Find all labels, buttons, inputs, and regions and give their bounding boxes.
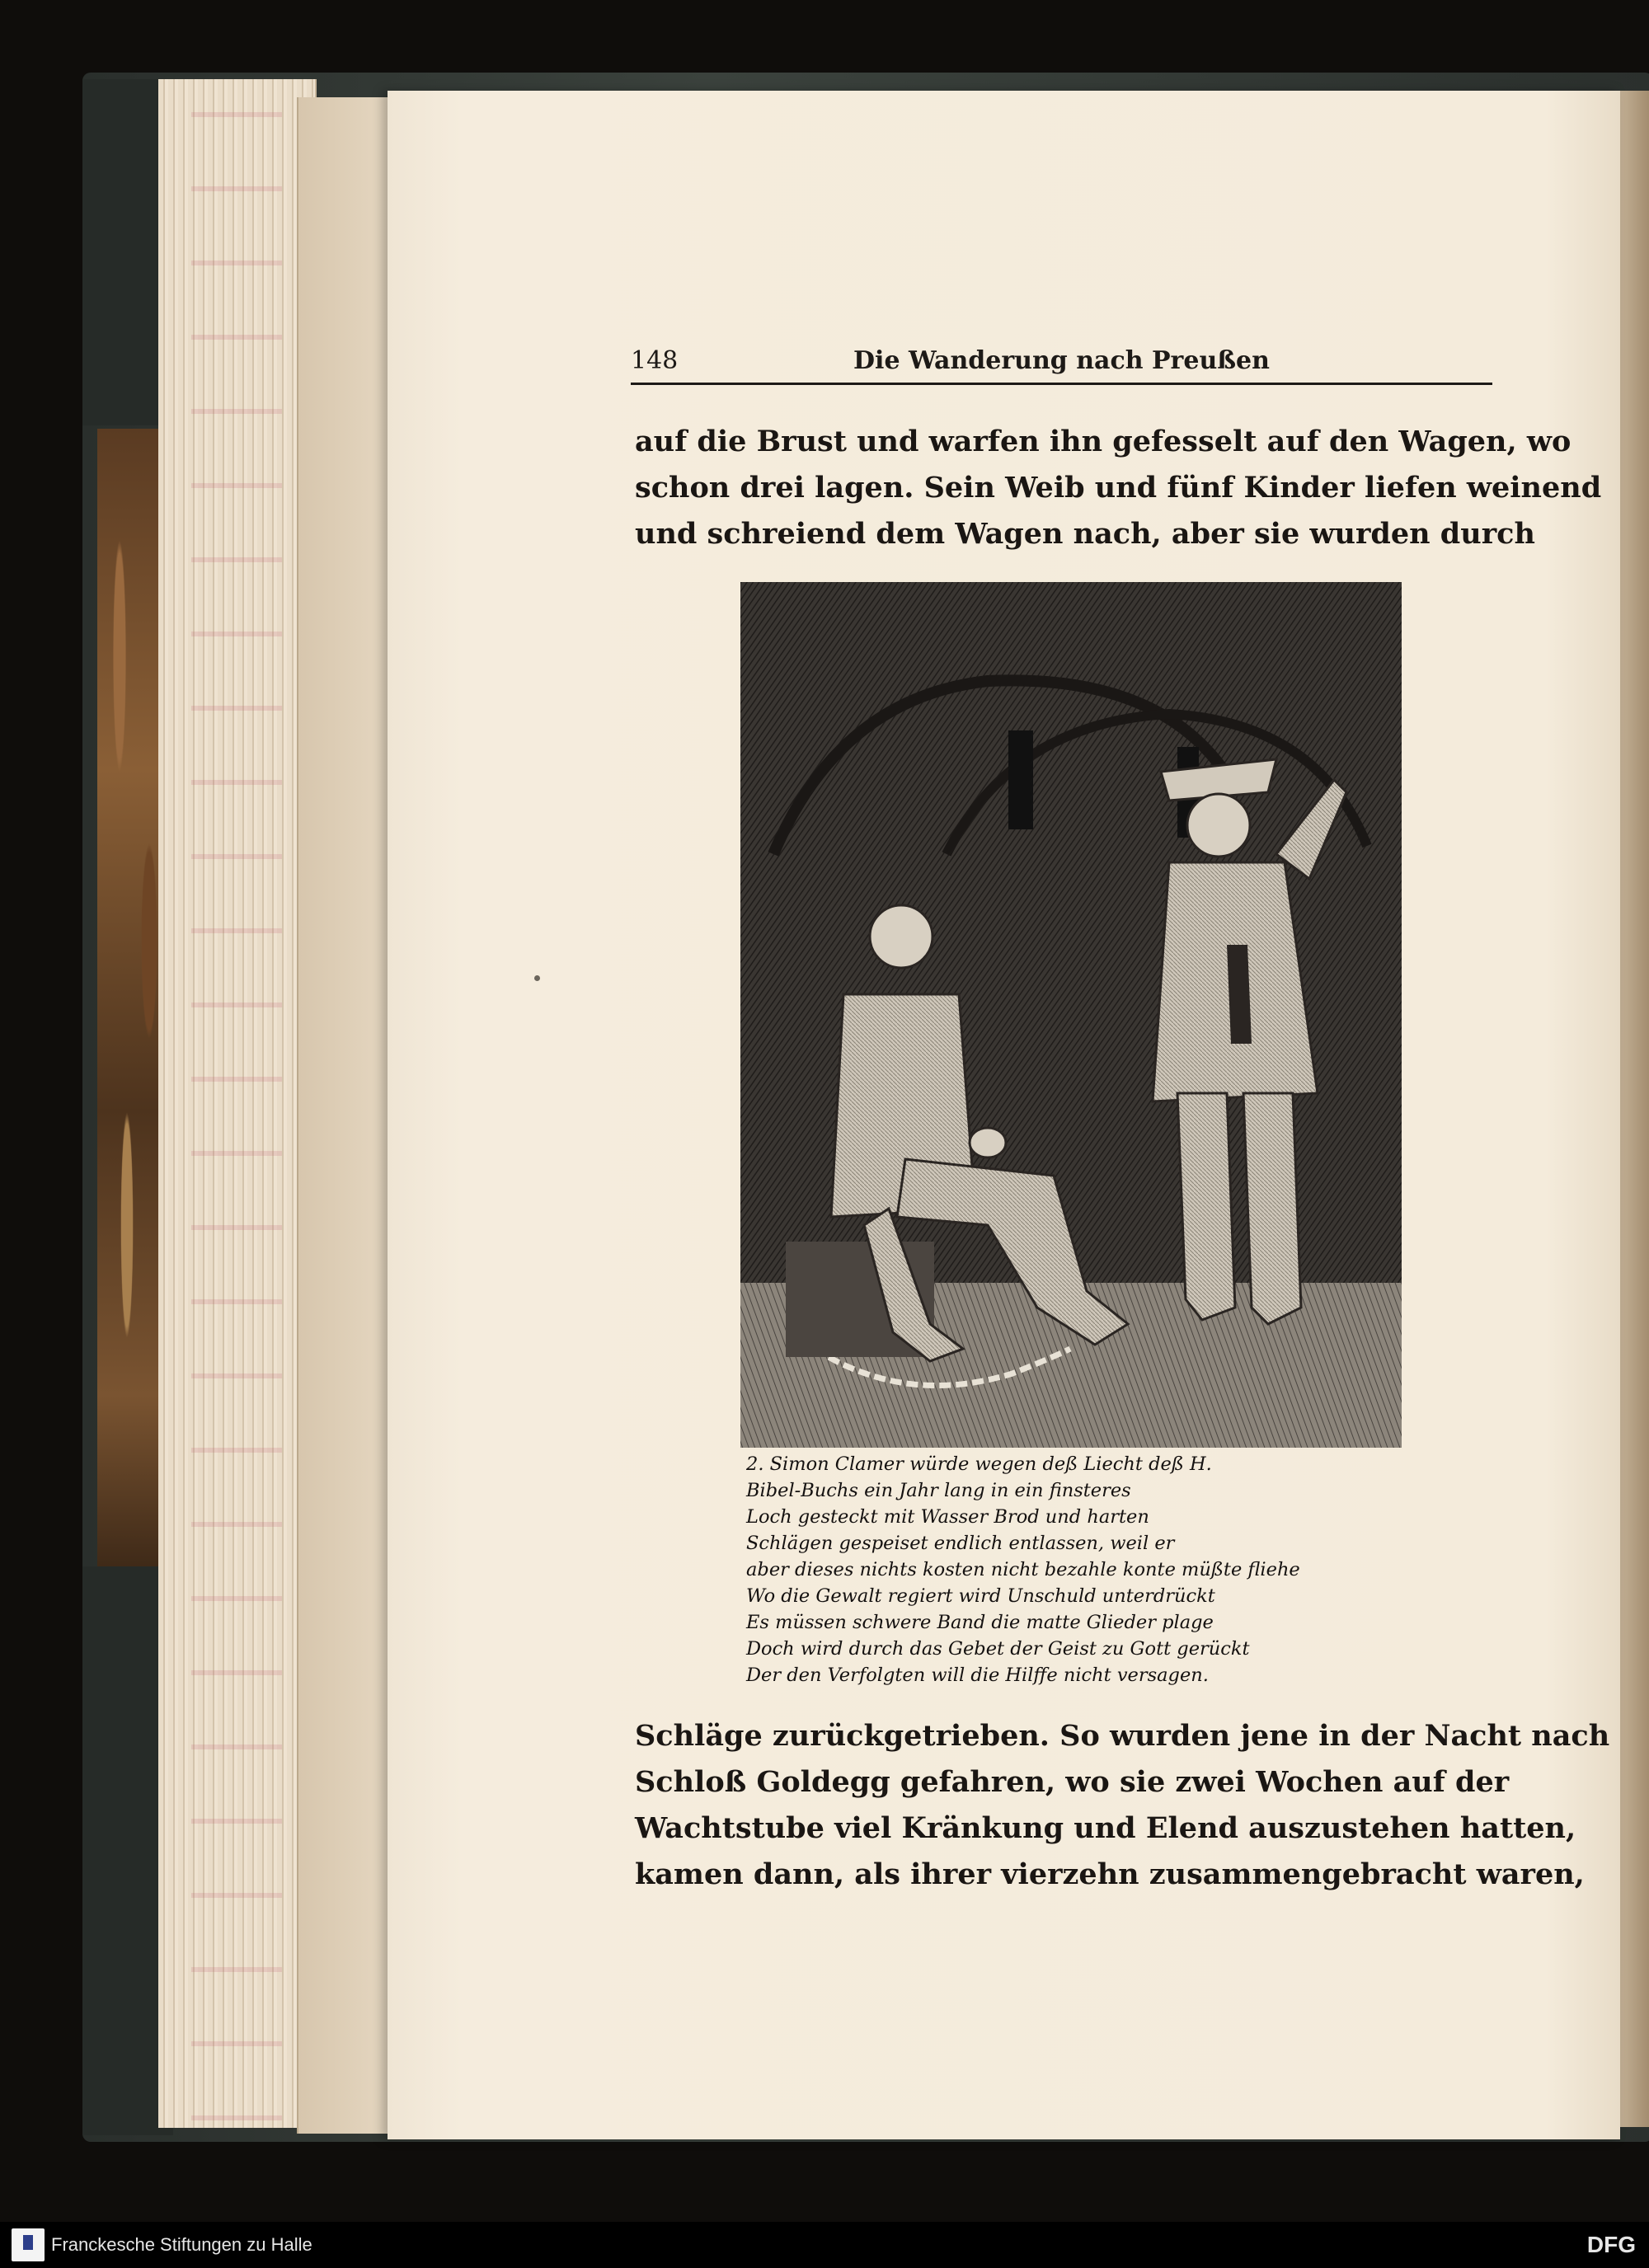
underlying-page: [297, 97, 397, 2134]
running-head: [631, 346, 1492, 385]
key-ring: [1227, 945, 1252, 1044]
engraving-illustration: [740, 582, 1402, 1448]
institution-logo-icon: [12, 2228, 45, 2261]
engraving-drawing: [740, 582, 1402, 1448]
text-line: kamen dann, als ihrer vierzehn zusammengebracht waren,: [635, 1857, 1585, 1891]
text-line: Schläge zurückgetrieben. So wurden jene in der Nacht nach: [635, 1719, 1610, 1753]
caption-line: Es müssen schwere Band die matte Glieder plage: [746, 1612, 1214, 1633]
caption-line: aber dieses nichts kosten nicht bezahle konte müßte fliehe: [746, 1559, 1300, 1580]
body-text-bottom: [635, 1713, 1610, 1898]
caption-line: Der den Verfolgten will die Hilffe nicht versagen.: [746, 1665, 1209, 1686]
text-line: schon drei lagen. Sein Weib und fünf Kinder liefen weinend: [635, 471, 1602, 505]
caption-line: 2. Simon Clamer würde wegen deß Liecht deß H.: [746, 1453, 1212, 1475]
text-line: Wachtstube viel Kränkung und Elend auszustehen hatten,: [635, 1811, 1576, 1845]
page-edges: [158, 79, 317, 2128]
viewer-footer: [0, 2222, 1649, 2268]
page-mark: [534, 975, 540, 981]
body-text-top: [635, 419, 1602, 557]
footer-source: Franckesche Stiftungen zu Halle: [51, 2234, 312, 2255]
text-line: auf die Brust und warfen ihn gefesselt auf den Wagen, wo: [635, 425, 1571, 458]
caption-line: Loch gesteckt mit Wasser Brod und harten: [746, 1506, 1149, 1528]
dfg-logo: DFG: [1586, 2232, 1636, 2257]
illustration-caption: [746, 1451, 1406, 1688]
caption-line: Wo die Gewalt regiert wird Unschuld unterdrückt: [746, 1585, 1215, 1607]
caption-line: Bibel-Buchs ein Jahr lang in ein finsteres: [746, 1480, 1131, 1501]
caption-line: Schlägen gespeiset endlich entlassen, weil er: [746, 1533, 1175, 1554]
running-title: Die Wanderung nach Preußen: [853, 346, 1270, 375]
text-line: Schloß Goldegg gefahren, wo sie zwei Wochen auf der: [635, 1765, 1510, 1799]
text-line: und schreiend dem Wagen nach, aber sie wurden durch: [635, 517, 1535, 551]
page-number: 148: [631, 346, 679, 375]
caption-line: Doch wird durch das Gebet der Geist zu Gott gerückt: [746, 1638, 1250, 1660]
window-slit: [1008, 730, 1033, 829]
